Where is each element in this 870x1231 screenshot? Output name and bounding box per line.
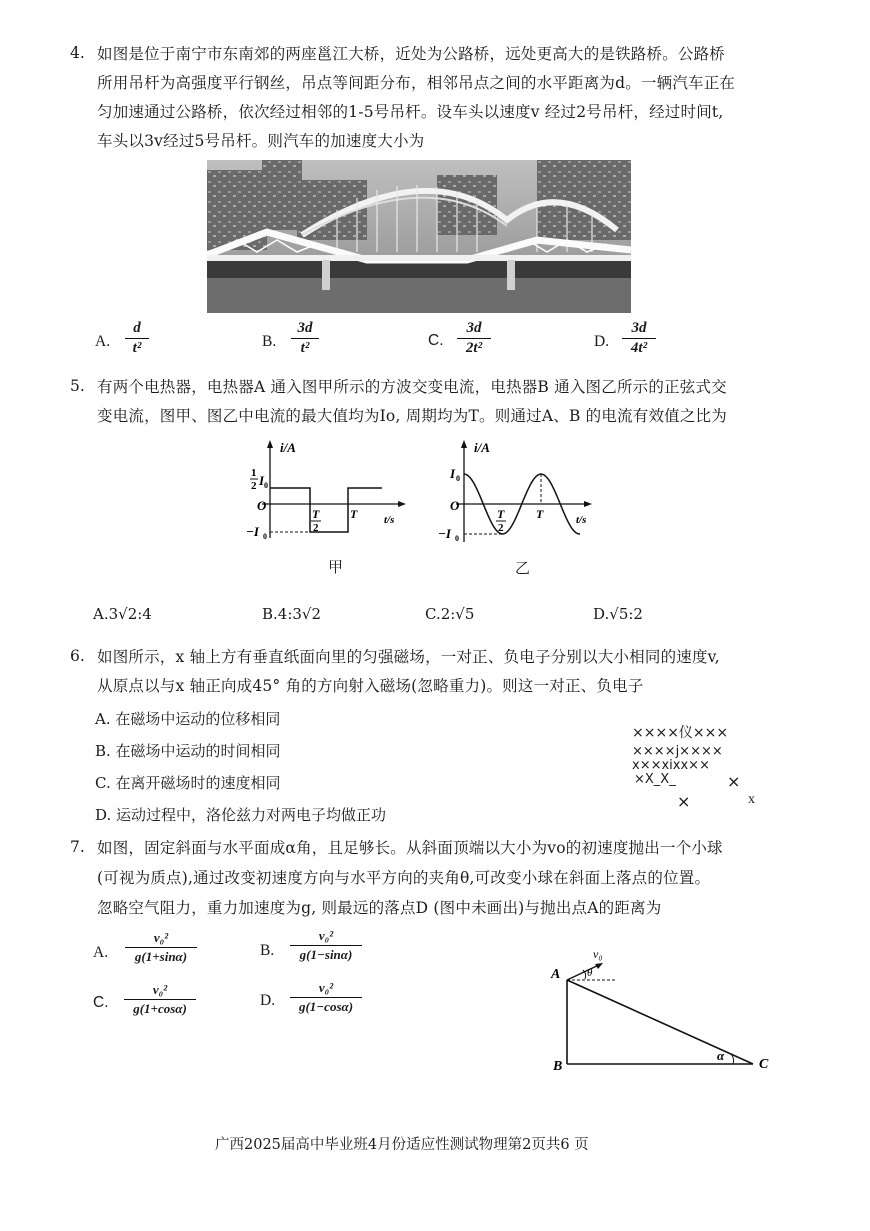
magnetic-field-cross: × <box>677 792 691 811</box>
q6-option-a[interactable]: A. 在磁场中运动的位移相同 <box>95 710 281 728</box>
graph-yi-caption: 乙 <box>515 559 531 577</box>
q5-option-d[interactable]: D.√5:2 <box>593 605 643 623</box>
q4-option-a-label[interactable]: A. <box>95 333 111 350</box>
magnetic-field-cross: × <box>727 772 741 791</box>
svg-text:I: I <box>450 466 456 481</box>
q4-option-b-numerator: 3d <box>297 320 313 336</box>
magnetic-field-row-3: x××xixx×× <box>632 758 710 773</box>
q4-option-c-denominator: 2t² <box>465 340 483 356</box>
q4-option-c-numerator: 3d <box>466 320 482 336</box>
svg-text:B: B <box>553 1059 563 1074</box>
graph-jia-caption: 甲 <box>328 558 344 576</box>
fraction-bar <box>291 338 319 339</box>
question-7-line-1: 如图，固定斜面与水平面成α角，且足够长。从斜面顶端以大小为vo的初速度抛出一个小球 <box>97 839 723 857</box>
bridge-photo <box>207 160 631 313</box>
question-6-line-2: 从原点以与x 轴正向成45° 角的方向射入磁场(忽略重力)。则这一对正、负电子 <box>97 677 644 695</box>
q7-option-b-formula <box>290 928 362 963</box>
q7-option-a-numerator: v₀² <box>153 930 169 945</box>
question-5-number: 5. <box>70 377 85 395</box>
q4-option-c-label[interactable]: C. <box>428 332 444 349</box>
q4-option-d-formula <box>622 320 656 357</box>
fraction-bar <box>125 947 197 948</box>
question-4-number: 4. <box>70 44 85 62</box>
question-6-line-1: 如图所示，x 轴上方有垂直纸面向里的匀强磁场，一对正、负电子分别以大小相同的速度v, <box>97 648 720 666</box>
svg-text:t/s: t/s <box>384 514 395 526</box>
svg-text:O: O <box>450 498 460 513</box>
q6-option-c[interactable]: C. 在离开磁场时的速度相同 <box>95 774 281 792</box>
q4-option-b-formula <box>291 320 319 357</box>
svg-text:2: 2 <box>251 480 257 492</box>
q6-option-d[interactable]: D. 运动过程中，洛伦兹力对两电子均做正功 <box>95 806 387 824</box>
svg-text:0: 0 <box>263 532 267 541</box>
svg-text:T: T <box>497 507 505 521</box>
q7-option-a-formula <box>125 930 197 965</box>
question-6-number: 6. <box>70 647 85 665</box>
q7-option-b-numerator: v₀² <box>318 928 334 943</box>
question-5-line-1: 有两个电热器，电热器A 通入图甲所示的方波交变电流，电热器B 通入图乙所示的正弦式交 <box>97 378 727 396</box>
fraction-bar <box>290 945 362 946</box>
fraction-bar <box>290 997 362 998</box>
q4-option-b-label[interactable]: B. <box>262 333 277 350</box>
svg-text:t/s: t/s <box>576 514 587 526</box>
question-7-line-2: (可视为质点),通过改变初速度方向与水平方向的夹角θ,可改变小球在斜面上落点的位置。 <box>97 869 711 887</box>
question-4-line-3: 匀加速通过公路桥，依次经过相邻的1-5号吊杆。设车头以速度v 经过2号吊杆，经过时间t, <box>97 103 724 121</box>
q7-option-d-formula <box>290 980 362 1015</box>
svg-text:−I: −I <box>246 524 259 539</box>
square-wave-graph <box>240 438 410 548</box>
magnetic-field-row-1: ××××仪××× <box>632 725 729 741</box>
svg-text:O: O <box>257 498 267 513</box>
svg-text:0: 0 <box>455 534 459 543</box>
q6-option-b[interactable]: B. 在磁场中运动的时间相同 <box>95 742 281 760</box>
svg-text:C: C <box>759 1057 769 1072</box>
question-7-number: 7. <box>70 838 85 856</box>
q4-option-b-denominator: t² <box>300 340 310 356</box>
svg-text:−I: −I <box>438 526 451 541</box>
q7-option-b-denominator: g(1−sinα) <box>299 947 353 962</box>
ylabel: i/A <box>280 440 296 455</box>
q7-option-c-label[interactable]: C. <box>93 994 109 1011</box>
q7-option-c-formula <box>124 982 196 1017</box>
svg-text:I: I <box>259 473 265 488</box>
svg-text:T: T <box>312 507 320 521</box>
svg-text:2: 2 <box>313 522 319 534</box>
q4-option-a-formula <box>125 320 149 357</box>
q4-option-d-label[interactable]: D. <box>594 333 610 350</box>
q4-option-d-denominator: 4t² <box>630 340 648 356</box>
question-5-line-2: 变电流，图甲、图乙中电流的最大值均为Io, 周期均为T。则通过A、B 的电流有效值之比为 <box>97 407 727 425</box>
q7-option-d-label[interactable]: D. <box>260 992 276 1009</box>
q7-option-d-denominator: g(1−cosα) <box>298 999 354 1014</box>
svg-text:0: 0 <box>456 474 460 483</box>
sine-wave-graph <box>420 438 600 548</box>
q4-option-c-formula <box>457 320 491 357</box>
q5-option-a[interactable]: A.3√2:4 <box>93 605 152 623</box>
q4-option-a-denominator: t² <box>132 340 142 356</box>
q7-option-a-label[interactable]: A. <box>93 944 109 961</box>
question-7-line-3: 忽略空气阻力，重力加速度为g, 则最远的落点D (图中未画出)与抛出点A的距离为 <box>97 899 662 917</box>
svg-text:2: 2 <box>498 522 504 534</box>
q5-option-b[interactable]: B.4:3√2 <box>262 605 322 623</box>
fraction-bar <box>457 338 491 339</box>
fraction-bar <box>622 338 656 339</box>
q7-option-c-numerator: v₀² <box>152 982 168 997</box>
q4-option-a-numerator: d <box>133 320 141 336</box>
svg-text:T: T <box>536 507 544 521</box>
page-footer: 广西2025届高中毕业班4月份适应性测试物理第2页共6 页 <box>215 1137 589 1153</box>
svg-text:θ: θ <box>587 967 593 979</box>
incline-surface <box>567 980 753 1064</box>
q7-option-a-denominator: g(1+sinα) <box>134 949 188 964</box>
q7-option-b-label[interactable]: B. <box>260 942 275 959</box>
svg-text:1: 1 <box>251 467 257 479</box>
question-4-line-2: 所用吊杆为高强度平行钢丝，吊点等间距分布，相邻吊点之间的水平距离为d。一辆汽车正在 <box>97 74 736 92</box>
svg-text:A: A <box>551 967 561 982</box>
question-4-line-4: 车头以3v经过5号吊杆。则汽车的加速度大小为 <box>97 132 425 150</box>
x-axis-label: x <box>748 792 755 807</box>
q4-option-d-numerator: 3d <box>631 320 647 336</box>
svg-text:v₀: v₀ <box>593 947 603 961</box>
q5-option-c[interactable]: C.2:√5 <box>425 605 475 623</box>
svg-text:0: 0 <box>264 481 268 490</box>
question-4-line-1: 如图是位于南宁市东南郊的两座邕江大桥，近处为公路桥，远处更高大的是铁路桥。公路桥 <box>97 45 726 63</box>
q7-option-d-numerator: v₀² <box>318 980 334 995</box>
q7-option-c-denominator: g(1+cosα) <box>133 1001 187 1016</box>
incline-diagram <box>545 938 785 1078</box>
fraction-bar <box>125 338 149 339</box>
magnetic-field-row-2: ××××j×××× <box>632 744 723 759</box>
svg-text:i/A: i/A <box>474 440 490 455</box>
svg-text:T: T <box>350 507 358 521</box>
fraction-bar <box>124 999 196 1000</box>
svg-text:α: α <box>717 1048 725 1063</box>
magnetic-field-row-4: ×X_X_ <box>634 772 676 787</box>
